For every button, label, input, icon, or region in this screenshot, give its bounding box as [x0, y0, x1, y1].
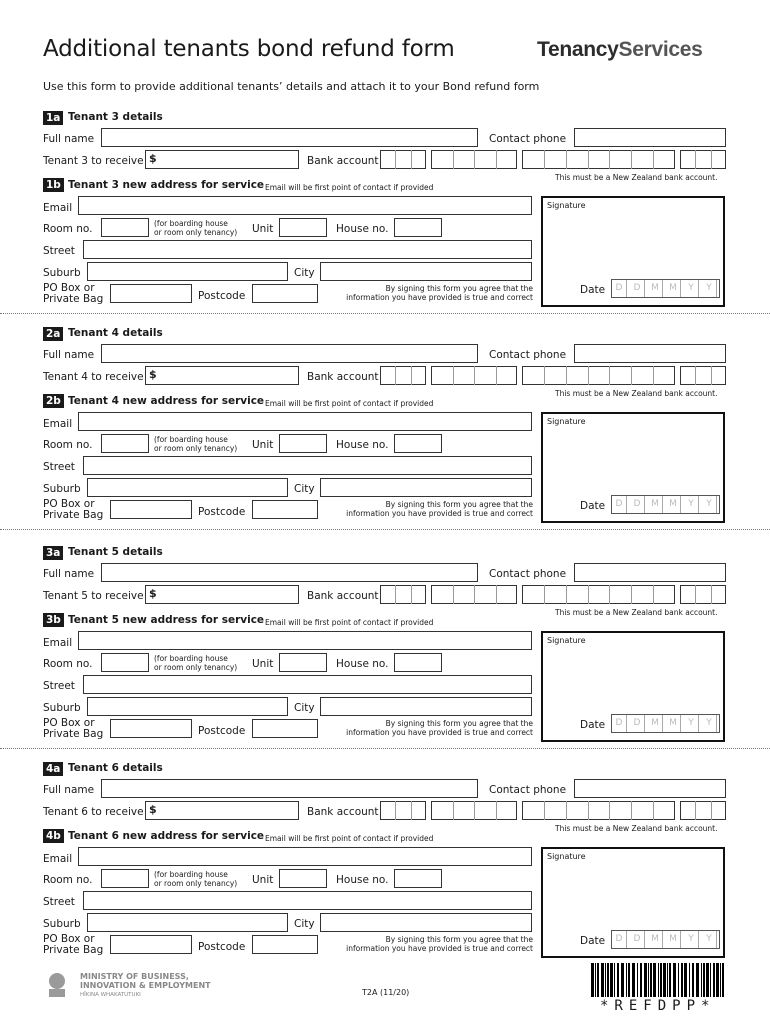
- postcode-label: Postcode: [198, 725, 246, 737]
- street-label: Street: [43, 245, 75, 257]
- date-cell: D: [612, 931, 627, 948]
- suburb-label: Suburb: [43, 483, 81, 495]
- receive-label: Tenant 3 to receive: [43, 155, 144, 167]
- city-field[interactable]: [320, 913, 532, 932]
- date-cell: D: [630, 931, 645, 948]
- boarding-note: (for boarding house or room only tenancy): [154, 435, 238, 453]
- ministry-line-3: HĪKINA WHAKATUTUKI: [80, 992, 141, 998]
- date-cell: M: [666, 280, 681, 297]
- bank-note: This must be a New Zealand bank account.: [555, 608, 718, 617]
- signature-label: Signature: [547, 852, 586, 861]
- full-name-field[interactable]: [101, 563, 478, 582]
- room-no-field[interactable]: [101, 869, 149, 888]
- bank-code-field[interactable]: [380, 150, 426, 169]
- unit-label: Unit: [252, 874, 274, 886]
- branch-field[interactable]: [431, 150, 517, 169]
- contact-phone-field[interactable]: [574, 128, 726, 147]
- digit-cell: [523, 150, 654, 169]
- digit-cell: [681, 801, 712, 820]
- ministry-line-1: MINISTRY OF BUSINESS,: [80, 972, 189, 981]
- branch-field[interactable]: [431, 585, 517, 604]
- dollar-sign: $: [149, 368, 157, 381]
- bank-note: This must be a New Zealand bank account.: [555, 389, 718, 398]
- dollar-sign: $: [149, 587, 157, 600]
- po-box-label: PO Box or Private Bag: [43, 282, 104, 305]
- po-box-label: PO Box or Private Bag: [43, 717, 104, 740]
- house-no-label: House no.: [336, 874, 389, 886]
- digit-cell: [432, 801, 497, 820]
- signature-label: Signature: [547, 417, 586, 426]
- street-label: Street: [43, 896, 75, 908]
- city-label: City: [294, 483, 315, 495]
- date-cell: Y: [684, 931, 699, 948]
- date-cell: D: [612, 280, 627, 297]
- digit-cell: [381, 150, 412, 169]
- room-no-label: Room no.: [43, 223, 93, 235]
- email-label: Email: [43, 853, 73, 865]
- email-label: Email: [43, 637, 73, 649]
- signature-label: Signature: [547, 636, 586, 645]
- date-cell: Y: [702, 931, 717, 948]
- email-note: Email will be first point of contact if provided: [265, 618, 434, 627]
- date-cell: M: [648, 280, 663, 297]
- boarding-note: (for boarding house or room only tenancy): [154, 219, 238, 237]
- refund-amount-field[interactable]: [145, 585, 299, 604]
- email-label: Email: [43, 418, 73, 430]
- full-name-field[interactable]: [101, 779, 478, 798]
- date-cell: D: [612, 496, 627, 513]
- form-code: T2A (11/20): [362, 988, 410, 997]
- city-label: City: [294, 702, 315, 714]
- date-cell: M: [666, 931, 681, 948]
- suffix-field[interactable]: [680, 150, 726, 169]
- contact-phone-label: Contact phone: [489, 349, 567, 361]
- full-name-label: Full name: [43, 784, 95, 796]
- digit-cell: [523, 585, 654, 604]
- po-box-label: PO Box or Private Bag: [43, 498, 104, 521]
- section-divider: [0, 748, 770, 749]
- postcode-label: Postcode: [198, 941, 246, 953]
- signature-label: Signature: [547, 201, 586, 210]
- contact-phone-field[interactable]: [574, 563, 726, 582]
- date-cell: Y: [702, 280, 717, 297]
- bank-code-field[interactable]: [380, 585, 426, 604]
- suburb-label: Suburb: [43, 267, 81, 279]
- contact-phone-label: Contact phone: [489, 133, 567, 145]
- section-badge-b: 4b: [43, 829, 64, 843]
- unit-label: Unit: [252, 223, 274, 235]
- digit-cell: [523, 366, 654, 385]
- room-no-label: Room no.: [43, 874, 93, 886]
- email-note: Email will be first point of contact if provided: [265, 399, 434, 408]
- account-number-field[interactable]: [522, 585, 675, 604]
- digit-cell: [381, 366, 412, 385]
- barcode-text: *REFDPP*: [600, 998, 716, 1014]
- postcode-label: Postcode: [198, 506, 246, 518]
- date-cell: M: [666, 715, 681, 732]
- digit-cell: [432, 366, 497, 385]
- agreement-text: By signing this form you agree that the information you have provided is true and correct: [346, 284, 533, 302]
- account-number-field[interactable]: [522, 801, 675, 820]
- city-label: City: [294, 267, 315, 279]
- date-cell: Y: [684, 280, 699, 297]
- logo-part-2: Services: [618, 38, 703, 61]
- full-name-label: Full name: [43, 349, 95, 361]
- section-badge-a: 1a: [43, 111, 63, 125]
- email-note: Email will be first point of contact if provided: [265, 834, 434, 843]
- contact-phone-label: Contact phone: [489, 784, 567, 796]
- room-no-label: Room no.: [43, 658, 93, 670]
- date-field[interactable]: [611, 930, 720, 949]
- barcode-icon: [591, 963, 727, 1001]
- date-cell: Y: [684, 496, 699, 513]
- date-cell: D: [630, 496, 645, 513]
- email-field[interactable]: [78, 196, 532, 215]
- tenant-section: [0, 435, 770, 740]
- date-label: Date: [580, 935, 606, 947]
- house-no-label: House no.: [336, 658, 389, 670]
- digit-cell: [381, 585, 412, 604]
- date-cell: M: [648, 496, 663, 513]
- section-badge-a: 2a: [43, 327, 63, 341]
- bank-note: This must be a New Zealand bank account.: [555, 824, 718, 833]
- refund-amount-field[interactable]: [145, 366, 299, 385]
- po-box-field[interactable]: [110, 935, 192, 954]
- date-cell: D: [630, 715, 645, 732]
- house-no-label: House no.: [336, 439, 389, 451]
- date-cell: M: [648, 931, 663, 948]
- email-field[interactable]: [78, 412, 532, 431]
- section-title-b: Tenant 6 new address for service: [68, 830, 265, 842]
- section-badge-a: 4a: [43, 762, 63, 776]
- boarding-note: (for boarding house or room only tenancy): [154, 654, 238, 672]
- contact-phone-field[interactable]: [574, 344, 726, 363]
- full-name-label: Full name: [43, 133, 95, 145]
- unit-label: Unit: [252, 439, 274, 451]
- digit-cell: [681, 150, 712, 169]
- suffix-field[interactable]: [680, 366, 726, 385]
- date-cell: Y: [702, 496, 717, 513]
- contact-phone-label: Contact phone: [489, 568, 567, 580]
- date-cell: D: [612, 715, 627, 732]
- digit-cell: [523, 801, 654, 820]
- section-badge-b: 3b: [43, 613, 64, 627]
- section-title-b: Tenant 4 new address for service: [68, 395, 265, 407]
- date-cell: M: [666, 496, 681, 513]
- room-no-label: Room no.: [43, 439, 93, 451]
- date-label: Date: [580, 719, 606, 731]
- suburb-label: Suburb: [43, 918, 81, 930]
- bank-code-field[interactable]: [380, 366, 426, 385]
- date-cell: Y: [702, 715, 717, 732]
- bank-account-label: Bank account: [307, 371, 379, 383]
- digit-cell: [681, 366, 712, 385]
- digit-cell: [681, 585, 712, 604]
- section-title-a: Tenant 6 details: [68, 762, 163, 774]
- agreement-text: By signing this form you agree that the information you have provided is true and correct: [346, 935, 533, 953]
- postcode-label: Postcode: [198, 290, 246, 302]
- email-note: Email will be first point of contact if provided: [265, 183, 434, 192]
- date-cell: M: [648, 715, 663, 732]
- refund-amount-field[interactable]: [145, 801, 299, 820]
- agreement-text: By signing this form you agree that the information you have provided is true and correct: [346, 500, 533, 518]
- date-cell: D: [630, 280, 645, 297]
- ministry-line-2: INNOVATION & EMPLOYMENT: [80, 981, 211, 990]
- street-label: Street: [43, 680, 75, 692]
- contact-phone-field[interactable]: [574, 779, 726, 798]
- intro-text: Use this form to provide additional tenants’ details and attach it to your Bond refund form: [43, 80, 540, 93]
- account-number-field[interactable]: [522, 150, 675, 169]
- section-divider: [0, 313, 770, 314]
- house-no-field[interactable]: [394, 869, 442, 888]
- unit-label: Unit: [252, 658, 274, 670]
- bank-account-label: Bank account: [307, 155, 379, 167]
- bank-account-label: Bank account: [307, 806, 379, 818]
- dollar-sign: $: [149, 803, 157, 816]
- postcode-field[interactable]: [252, 935, 318, 954]
- street-field[interactable]: [83, 891, 532, 910]
- digit-cell: [432, 150, 497, 169]
- date-label: Date: [580, 500, 606, 512]
- bank-account-label: Bank account: [307, 590, 379, 602]
- section-title-b: Tenant 3 new address for service: [68, 179, 265, 191]
- date-label: Date: [580, 284, 606, 296]
- page-title: Additional tenants bond refund form: [43, 36, 455, 62]
- house-no-label: House no.: [336, 223, 389, 235]
- suburb-field[interactable]: [87, 913, 288, 932]
- digit-cell: [432, 585, 497, 604]
- crest-icon: [49, 973, 65, 997]
- receive-label: Tenant 5 to receive: [43, 590, 144, 602]
- street-label: Street: [43, 461, 75, 473]
- suburb-label: Suburb: [43, 702, 81, 714]
- digit-cell: [381, 801, 412, 820]
- section-badge-b: 1b: [43, 178, 64, 192]
- suffix-field[interactable]: [680, 585, 726, 604]
- branch-field[interactable]: [431, 366, 517, 385]
- agreement-text: By signing this form you agree that the information you have provided is true and correct: [346, 719, 533, 737]
- receive-label: Tenant 4 to receive: [43, 371, 144, 383]
- branch-field[interactable]: [431, 801, 517, 820]
- date-cell: Y: [684, 715, 699, 732]
- unit-field[interactable]: [279, 869, 327, 888]
- full-name-label: Full name: [43, 568, 95, 580]
- city-label: City: [294, 918, 315, 930]
- section-title-a: Tenant 5 details: [68, 546, 163, 558]
- email-label: Email: [43, 202, 73, 214]
- bank-code-field[interactable]: [380, 801, 426, 820]
- po-box-label: PO Box or Private Bag: [43, 933, 104, 956]
- ministry-logo: [45, 969, 230, 999]
- tenant-section: [0, 0, 770, 305]
- logo-part-1: Tenancy: [537, 38, 619, 61]
- refund-amount-field[interactable]: [145, 150, 299, 169]
- bank-note: This must be a New Zealand bank account.: [555, 173, 718, 182]
- dollar-sign: $: [149, 152, 157, 165]
- email-field[interactable]: [78, 631, 532, 650]
- section-divider: [0, 529, 770, 530]
- suffix-field[interactable]: [680, 801, 726, 820]
- full-name-field[interactable]: [101, 344, 478, 363]
- section-badge-a: 3a: [43, 546, 63, 560]
- boarding-note: (for boarding house or room only tenancy): [154, 870, 238, 888]
- section-title-a: Tenant 4 details: [68, 327, 163, 339]
- email-field[interactable]: [78, 847, 532, 866]
- section-title-b: Tenant 5 new address for service: [68, 614, 265, 626]
- account-number-field[interactable]: [522, 366, 675, 385]
- receive-label: Tenant 6 to receive: [43, 806, 144, 818]
- section-badge-b: 2b: [43, 394, 64, 408]
- section-title-a: Tenant 3 details: [68, 111, 163, 123]
- full-name-field[interactable]: [101, 128, 478, 147]
